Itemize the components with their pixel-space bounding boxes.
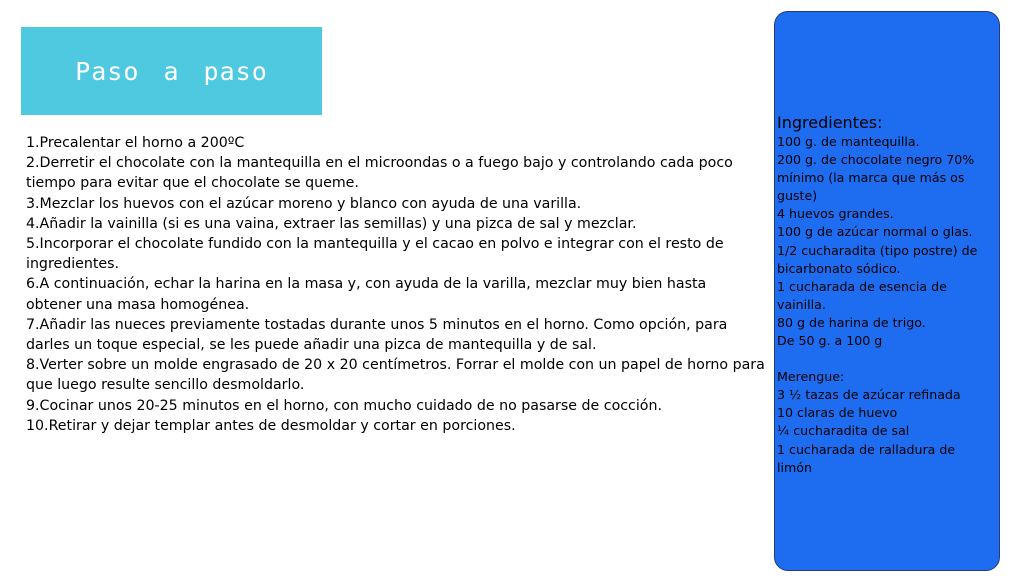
ingredient-item: De 50 g. a 100 g [777, 333, 883, 349]
title-banner [21, 27, 322, 115]
meringue-heading: Merengue: [777, 369, 845, 385]
ingredient-item: 1/2 cucharadita (tipo postre) de bicarbonato sódico. [777, 242, 978, 276]
step-item: 10.Retirar y dejar templar antes de desmoldar y cortar en porciones. [26, 417, 516, 434]
ingredient-item: 4 huevos grandes. [777, 206, 894, 222]
meringue-item: 10 claras de huevo [777, 405, 898, 421]
ingredient-item: 80 g de harina de trigo. [777, 314, 926, 330]
ingredient-item: 100 g. de mantequilla. [777, 134, 920, 149]
step-item: 4.Añadir la vainilla (si es una vaina, extraer las semillas) y una pizca de sal y mezclar. [26, 215, 637, 232]
ingredient-item: 100 g de azúcar normal o glas. [777, 224, 973, 240]
ingredient-item: 200 g. de chocolate negro 70% mínimo (la marca que más os guste) [777, 152, 975, 204]
meringue-item: 1 cucharada de ralladura de limón [777, 441, 956, 475]
step-item: 5.Incorporar el chocolate fundido con la mantequilla y el cacao en polvo e integrar con el resto de ingredientes. [26, 236, 724, 273]
ingredients-heading: Ingredientes: [777, 113, 883, 132]
step-item: 6.A continuación, echar la harina en la masa y, con ayuda de la varilla, mezclar muy bien hasta obtener una masa homogénea. [26, 276, 707, 313]
step-item: 2.Derretir el chocolate con la mantequilla en el microondas o a fuego bajo y controlando cada poco tiempo para evitar que el chocolate se queme. [26, 155, 733, 192]
section-spacer [777, 350, 992, 368]
meringue-item: ¼ cucharadita de sal [777, 423, 910, 439]
step-item: 7.Añadir las nueces previamente tostadas durante unos 5 minutos en el horno. Como opción, para darles un toque especial, se les puede añadir una pizca de mantequilla y de sal. [26, 316, 728, 354]
step-item: 1.Precalentar el horno a 200ºC [26, 135, 245, 151]
ingredients-list [777, 113, 992, 477]
ingredients-panel [774, 11, 1000, 571]
steps-list [26, 133, 766, 436]
step-item: 3.Mezclar los huevos con el azúcar moreno y blanco con ayuda de una varilla. [26, 195, 582, 212]
step-item: 8.Verter sobre un molde engrasado de 20 x 20 centímetros. Forrar el molde con un papel de horno para que luego resulte sencillo desmoldarlo. [26, 357, 765, 394]
page-title: Paso a paso [75, 56, 268, 86]
step-item: 9.Cocinar unos 20-25 minutos en el horno, con mucho cuidado de no pasarse de cocción. [26, 397, 662, 414]
meringue-item: 3 ½ tazas de azúcar refinada [777, 387, 961, 403]
ingredient-item: 1 cucharada de esencia de vainilla. [777, 278, 947, 312]
